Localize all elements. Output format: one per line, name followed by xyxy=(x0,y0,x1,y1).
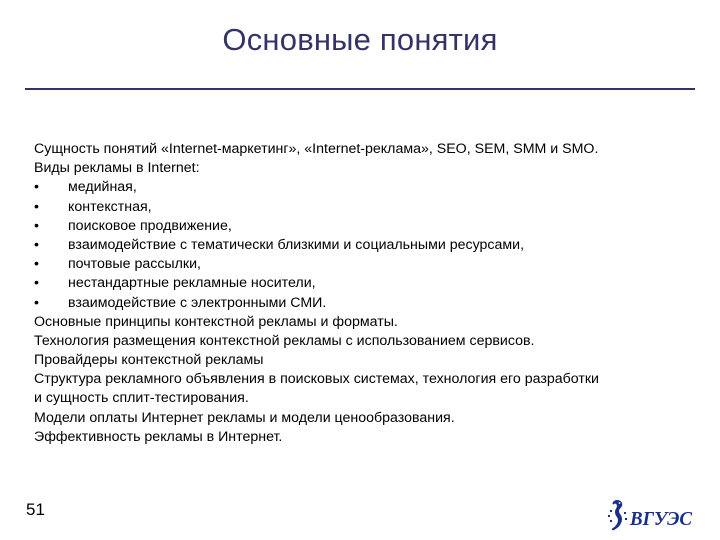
content-line: Провайдеры контекстной рекламы xyxy=(34,352,264,369)
bullet-item xyxy=(34,198,704,217)
bullet-mark: • xyxy=(34,179,39,196)
bullet-mark: • xyxy=(34,294,39,311)
bullet-text: контекстная, xyxy=(68,198,152,215)
bullet-text: медийная, xyxy=(68,179,137,196)
seahorse-emblem-icon xyxy=(608,500,627,530)
content-line: Технология размещения контекстной рекламы с использованием сервисов. xyxy=(34,332,535,349)
logo-text: ВГУЭС xyxy=(629,508,693,530)
bullet-mark: • xyxy=(34,256,39,273)
bullet-text: взаимодействие с тематически близкими и социальными ресурсами, xyxy=(68,236,525,253)
content-line: Основные принципы контекстной рекламы и форматы. xyxy=(34,313,398,330)
bullet-item xyxy=(34,255,704,274)
bullet-mark: • xyxy=(34,236,39,253)
title-divider xyxy=(25,88,695,90)
intro-line: Сущность понятий «Internet-маркетинг», «Internet-реклама», SEO, SEM, SMM и SMO. xyxy=(34,141,599,157)
content-line: Структура рекламного объявления в поисковых системах, технология его разработки xyxy=(34,371,599,388)
bullet-text: взаимодействие с электронными СМИ. xyxy=(68,294,327,311)
bullet-text: поисковое продвижение, xyxy=(68,217,232,234)
bullet-item xyxy=(34,294,704,313)
page-number: 51 xyxy=(26,500,45,519)
bullet-item xyxy=(34,236,704,255)
bullet-item xyxy=(34,274,704,293)
slide-title: Основные понятия xyxy=(222,22,498,57)
bullet-mark: • xyxy=(34,217,39,234)
bullet-mark: • xyxy=(34,275,39,292)
bullet-text: почтовые рассылки, xyxy=(68,256,201,273)
content-line: Эффективность рекламы в Интернет. xyxy=(34,428,283,445)
university-logo xyxy=(603,498,695,534)
bullet-item xyxy=(34,178,704,197)
types-heading: Виды рекламы в Internet: xyxy=(34,160,200,177)
slide-content xyxy=(34,140,704,447)
bullet-item xyxy=(34,217,704,236)
content-line: Модели оплаты Интернет рекламы и модели ценообразования. xyxy=(34,409,455,426)
bullet-mark: • xyxy=(34,198,39,215)
bullet-text: нестандартные рекламные носители, xyxy=(68,275,316,292)
content-line: и сущность сплит-тестирования. xyxy=(34,390,249,407)
